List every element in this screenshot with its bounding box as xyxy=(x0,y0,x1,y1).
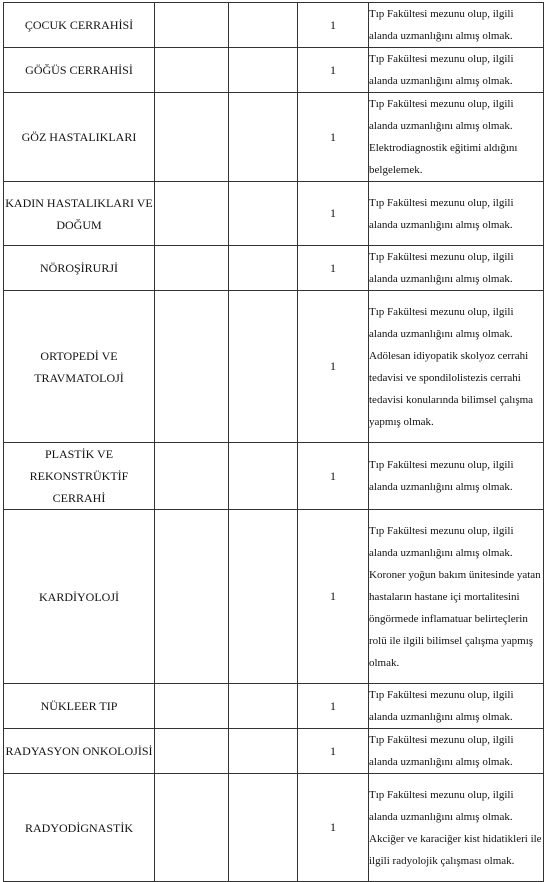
empty-cell xyxy=(229,48,298,93)
department-cell: ORTOPEDİ VE TRAVMATOLOJİ xyxy=(4,291,155,443)
department-cell: NÜKLEER TIP xyxy=(4,684,155,729)
empty-cell xyxy=(155,291,229,443)
empty-cell xyxy=(155,3,229,48)
table-row xyxy=(4,684,544,729)
empty-cell xyxy=(155,182,229,246)
table-row xyxy=(4,774,544,882)
table-row xyxy=(4,510,544,684)
empty-cell xyxy=(155,510,229,684)
department-cell: RADYASYON ONKOLOJİSİ xyxy=(4,729,155,774)
table-row xyxy=(4,182,544,246)
quantity-cell: 1 xyxy=(298,3,369,48)
table-row xyxy=(4,729,544,774)
quantity-cell: 1 xyxy=(298,48,369,93)
department-cell: GÖĞÜS CERRAHİSİ xyxy=(4,48,155,93)
quantity-cell: 1 xyxy=(298,684,369,729)
empty-cell xyxy=(229,774,298,882)
quantity-cell: 1 xyxy=(298,774,369,882)
quantity-cell: 1 xyxy=(298,182,369,246)
quantity-cell: 1 xyxy=(298,729,369,774)
requirement-cell: Tıp Fakültesi mezunu olup, ilgili alanda uzmanlığını almış olmak. Koroner yoğun bakım ünitesinde yatan hastaların hastane içi mortalitesini öngörmede inflamatuar belirteçlerin rolü ile ilgili bilimsel çalışma yapmış olmak. xyxy=(369,510,544,684)
empty-cell xyxy=(155,93,229,182)
quantity-cell: 1 xyxy=(298,443,369,510)
empty-cell xyxy=(155,684,229,729)
empty-cell xyxy=(229,182,298,246)
empty-cell xyxy=(155,48,229,93)
empty-cell xyxy=(229,510,298,684)
department-cell: RADYODİGNASTİK xyxy=(4,774,155,882)
table-row xyxy=(4,3,544,48)
requirement-cell: Tıp Fakültesi mezunu olup, ilgili alanda uzmanlığını almış olmak. xyxy=(369,182,544,246)
requirement-cell: Tıp Fakültesi mezunu olup, ilgili alanda uzmanlığını almış olmak. Adölesan idiyopatik skolyoz cerrahi tedavisi ve spondilolistezis cerrahi tedavisi konularında bilimsel çalışma yapmış olmak. xyxy=(369,291,544,443)
positions-table xyxy=(3,2,544,882)
empty-cell xyxy=(229,443,298,510)
requirement-cell: Tıp Fakültesi mezunu olup, ilgili alanda uzmanlığını almış olmak. xyxy=(369,3,544,48)
table-row xyxy=(4,291,544,443)
department-cell: ÇOCUK CERRAHİSİ xyxy=(4,3,155,48)
empty-cell xyxy=(155,246,229,291)
quantity-cell: 1 xyxy=(298,291,369,443)
requirement-cell: Tıp Fakültesi mezunu olup, ilgili alanda uzmanlığını almış olmak. xyxy=(369,246,544,291)
requirement-cell: Tıp Fakültesi mezunu olup, ilgili alanda uzmanlığını almış olmak. xyxy=(369,48,544,93)
requirement-cell: Tıp Fakültesi mezunu olup, ilgili alanda uzmanlığını almış olmak. Akciğer ve karaciğer kist hidatikleri ile ilgili radyolojik çalışması olmak. xyxy=(369,774,544,882)
table-row xyxy=(4,246,544,291)
empty-cell xyxy=(229,729,298,774)
table-row xyxy=(4,443,544,510)
department-cell: KADIN HASTALIKLARI VE DOĞUM xyxy=(4,182,155,246)
quantity-cell: 1 xyxy=(298,510,369,684)
empty-cell xyxy=(155,729,229,774)
department-cell: PLASTİK VE REKONSTRÜKTİF CERRAHİ xyxy=(4,443,155,510)
department-cell: NÖROŞİRURJİ xyxy=(4,246,155,291)
empty-cell xyxy=(229,3,298,48)
department-cell: KARDİYOLOJİ xyxy=(4,510,155,684)
requirement-cell: Tıp Fakültesi mezunu olup, ilgili alanda uzmanlığını almış olmak. Elektrodiagnostik eğitimi aldığını belgelemek. xyxy=(369,93,544,182)
quantity-cell: 1 xyxy=(298,93,369,182)
requirement-cell: Tıp Fakültesi mezunu olup, ilgili alanda uzmanlığını almış olmak. xyxy=(369,684,544,729)
quantity-cell: 1 xyxy=(298,246,369,291)
empty-cell xyxy=(229,684,298,729)
empty-cell xyxy=(155,443,229,510)
empty-cell xyxy=(229,291,298,443)
department-cell: GÖZ HASTALIKLARI xyxy=(4,93,155,182)
requirement-cell: Tıp Fakültesi mezunu olup, ilgili alanda uzmanlığını almış olmak. xyxy=(369,729,544,774)
table-row xyxy=(4,48,544,93)
empty-cell xyxy=(229,246,298,291)
requirement-cell: Tıp Fakültesi mezunu olup, ilgili alanda uzmanlığını almış olmak. xyxy=(369,443,544,510)
table-row xyxy=(4,93,544,182)
empty-cell xyxy=(229,93,298,182)
empty-cell xyxy=(155,774,229,882)
